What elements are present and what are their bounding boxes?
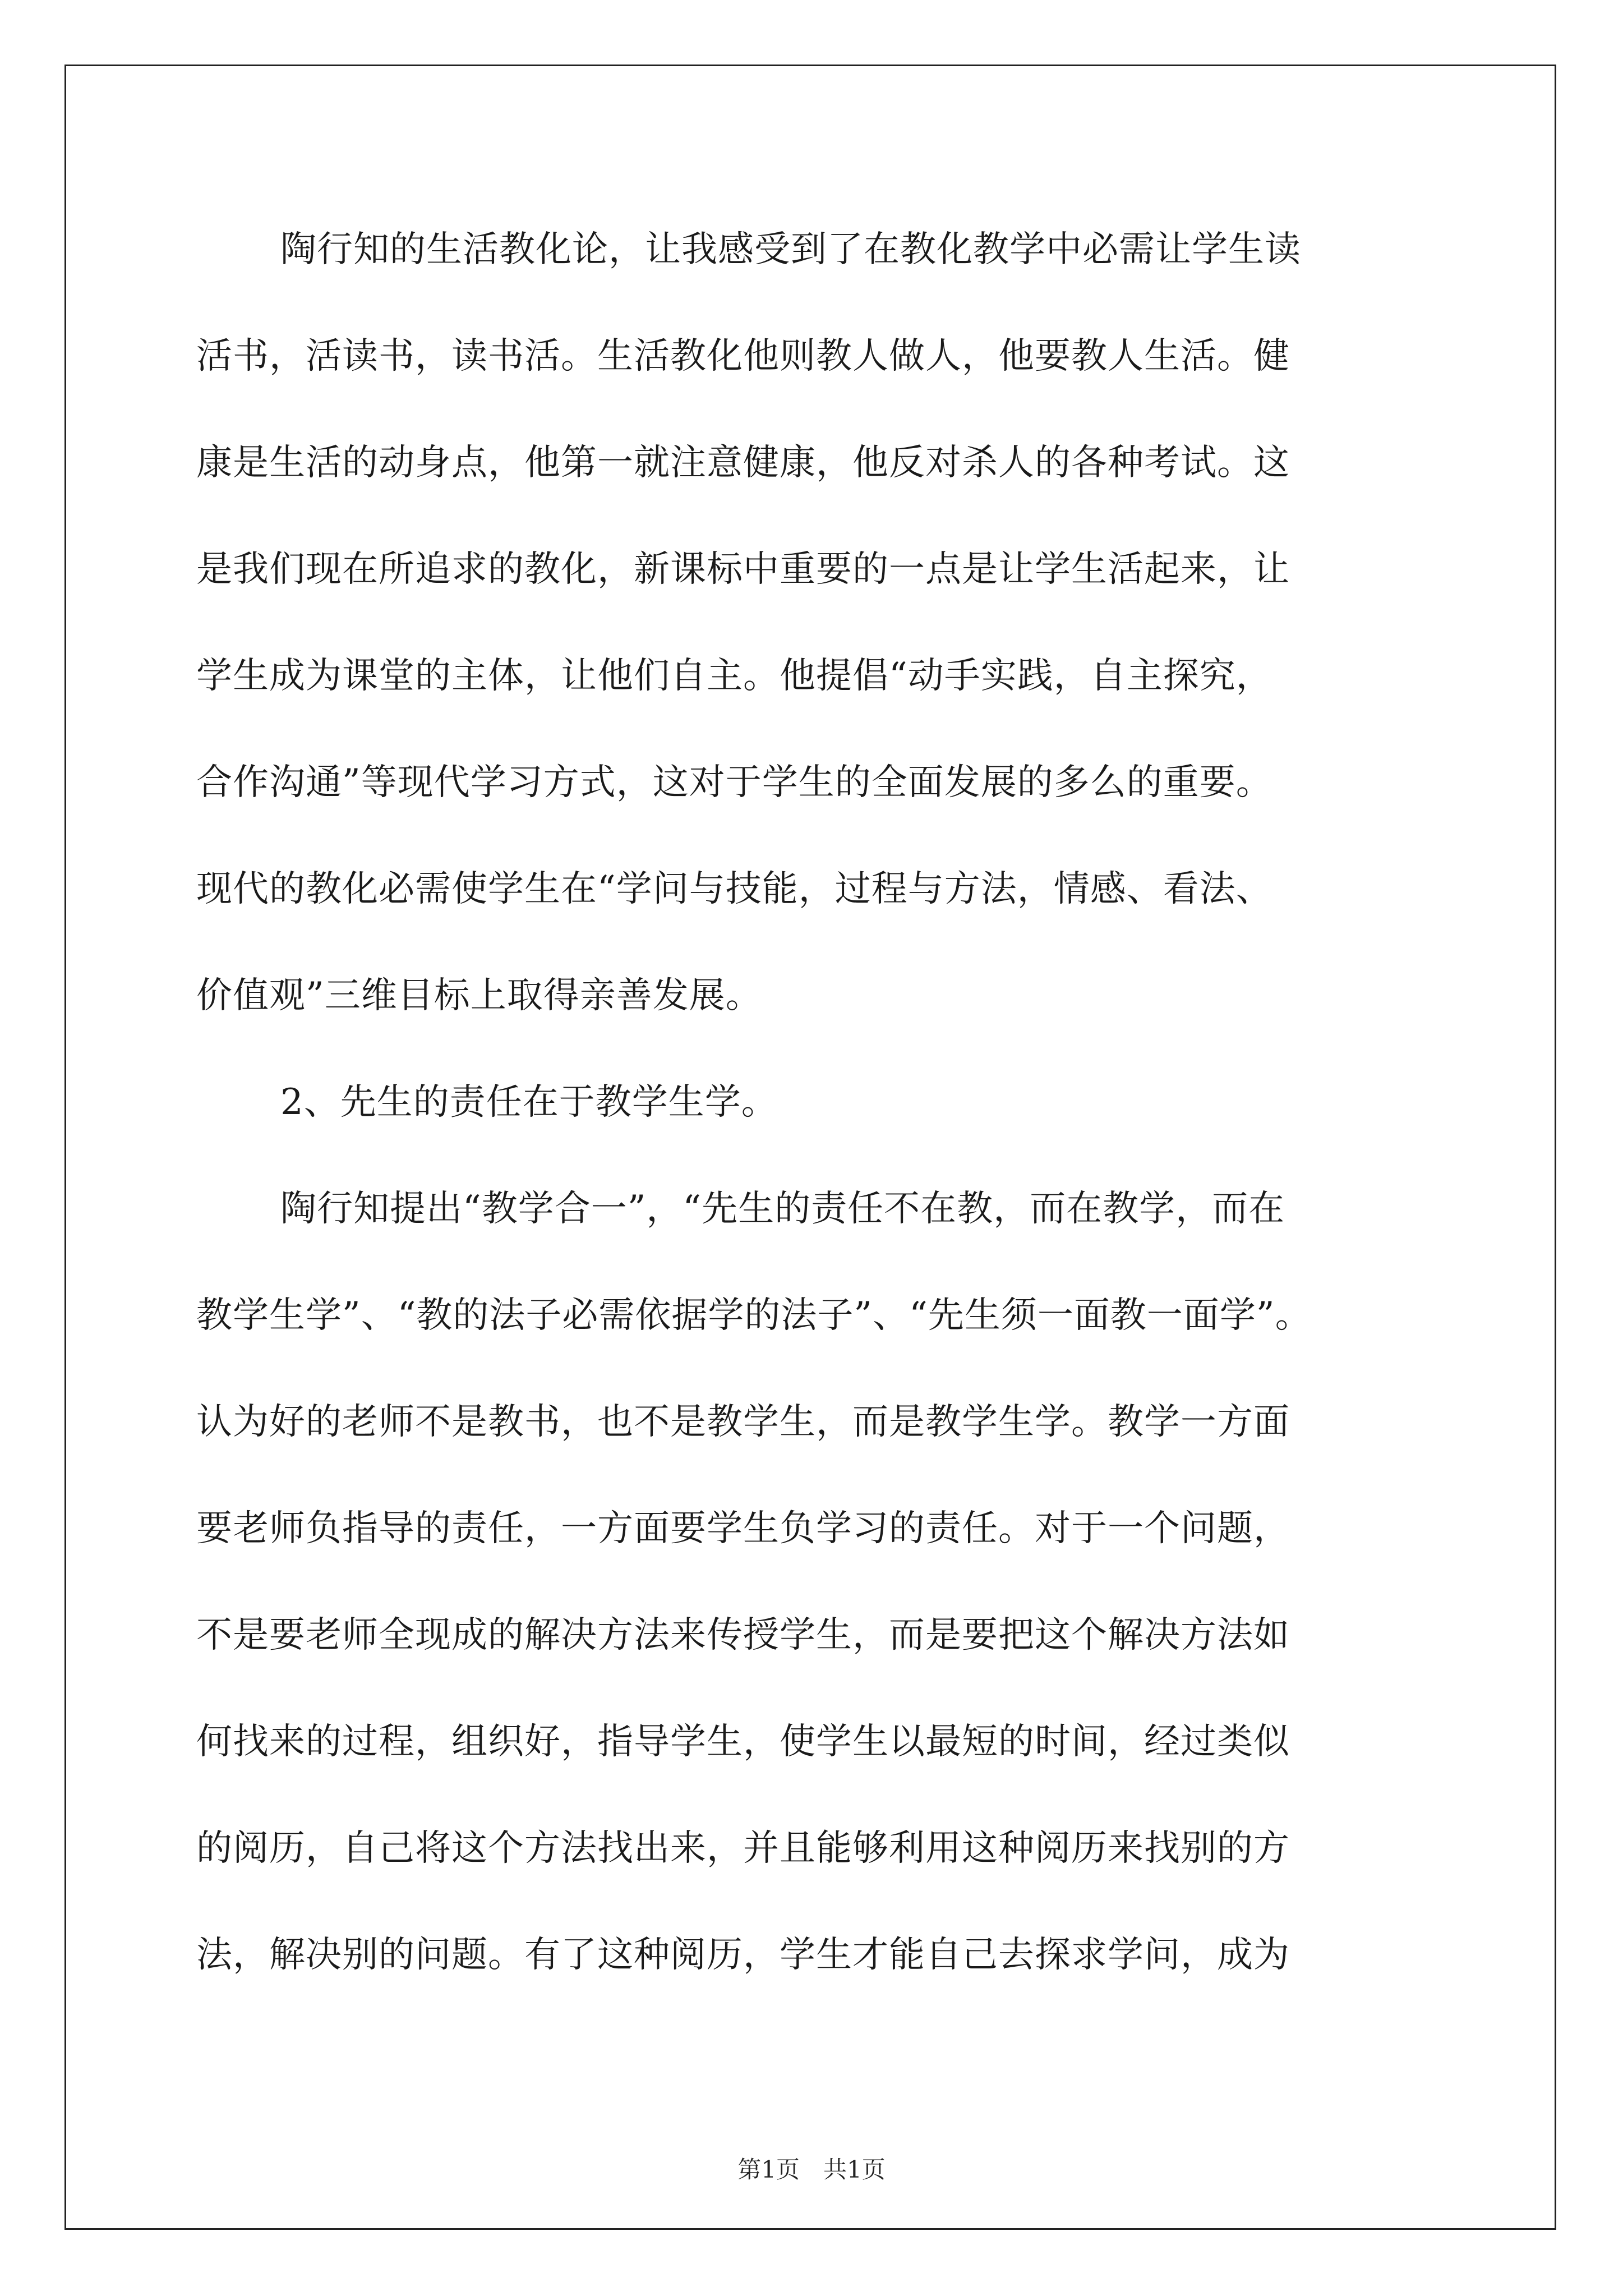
paragraph-line: 康是生活的动身点，他第一就注意健康，他反对杀人的各种考试。这 [196, 442, 1290, 484]
paragraph-line: 现代的教化必需使学生在“学问与技能，过程与方法，情感、看法、 [196, 868, 1272, 910]
paragraph-line: 不是要老师全现成的解决方法来传授学生，而是要把这个解决方法如 [196, 1614, 1290, 1656]
paragraph-line: 认为好的老师不是教书，也不是教学生，而是教学生学。教学一方面 [196, 1401, 1290, 1443]
paragraph-line: 学生成为课堂的主体，让他们自主。他提倡“动手实践，自主探究， [196, 655, 1272, 697]
paragraph-line: 法，解决别的问题。有了这种阅历，学生才能自己去探求学问，成为 [196, 1934, 1290, 1976]
paragraph-line: 是我们现在所追求的教化，新课标中重要的一点是让学生活起来，让 [196, 549, 1290, 590]
page-footer: 第1页 共1页 [737, 2156, 886, 2183]
paragraph-line: 教学生学”、“教的法子必需依据学的法子”、“先生须一面教一面学”。 [196, 1295, 1312, 1336]
paragraph-line: 的阅历，自己将这个方法找出来，并且能够利用这种阅历来找别的方 [196, 1828, 1290, 1869]
section-heading: 2、先生的责任在于教学生学。 [280, 1082, 778, 1123]
page-border [64, 65, 1556, 2230]
paragraph-line: 活书，活读书，读书活。生活教化他则教人做人，他要教人生活。健 [196, 335, 1290, 377]
paragraph-line: 陶行知的生活教化论，让我感受到了在教化教学中必需让学生读 [280, 229, 1301, 270]
paragraph-line: 陶行知提出“教学合一”，“先生的责任不在教，而在教学，而在 [280, 1188, 1285, 1230]
paragraph-line: 要老师负指导的责任，一方面要学生负学习的责任。对于一个问题， [196, 1508, 1290, 1549]
paragraph-line: 价值观”三维目标上取得亲善发展。 [196, 975, 762, 1016]
paragraph-line: 何找来的过程，组织好，指导学生，使学生以最短的时间，经过类似 [196, 1721, 1290, 1763]
paragraph-line: 合作沟通”等现代学习方式，这对于学生的全面发展的多么的重要。 [196, 762, 1272, 803]
